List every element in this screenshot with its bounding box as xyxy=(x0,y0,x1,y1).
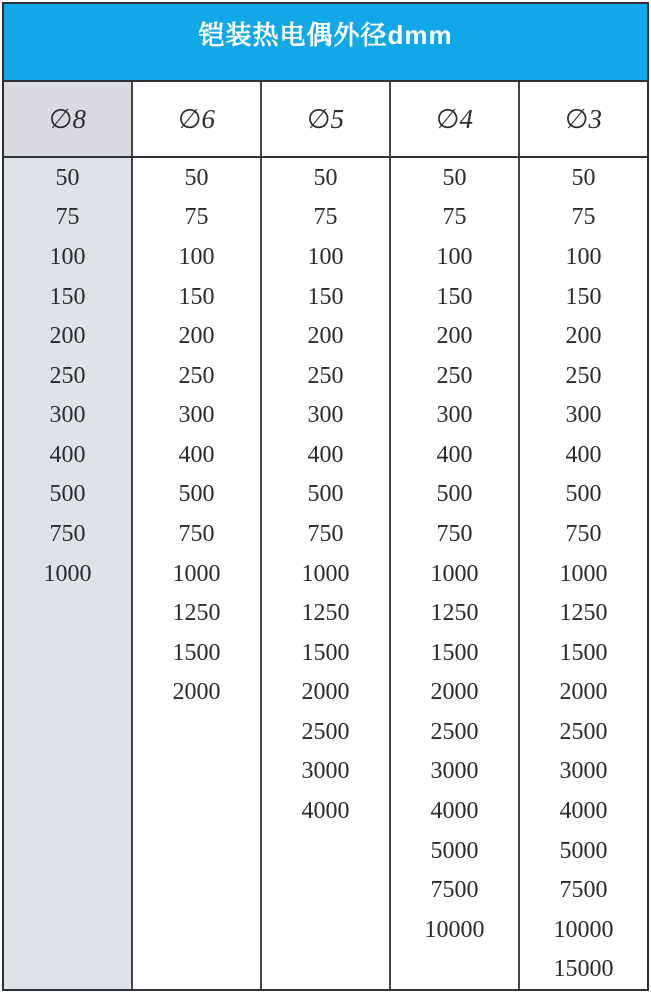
table-cell: 1000 xyxy=(301,560,350,587)
table-cell: 2500 xyxy=(559,718,608,745)
column-header-phi-3: ∅3 xyxy=(564,103,603,134)
table-cell xyxy=(4,831,131,871)
table-title-band xyxy=(4,4,647,82)
table-cell xyxy=(133,712,260,752)
table-cell: 250 xyxy=(565,362,602,389)
table-cell xyxy=(4,593,131,633)
table-cell: 150 xyxy=(178,283,215,310)
table-cell: 300 xyxy=(436,402,473,429)
table-cell: 1000 xyxy=(559,560,608,587)
column-header-phi-8: ∅8 xyxy=(4,82,133,156)
table-cell: 75 xyxy=(442,204,467,231)
table-cell: 75 xyxy=(313,204,338,231)
table-cell: 75 xyxy=(571,204,596,231)
table-cell: 4000 xyxy=(430,798,479,825)
table-cell: 200 xyxy=(565,323,602,350)
table-cell: 500 xyxy=(307,481,344,508)
table-cell: 500 xyxy=(178,481,215,508)
table-column-phi-5 xyxy=(262,158,391,989)
table-cell xyxy=(4,950,131,990)
table-cell: 2500 xyxy=(301,718,350,745)
table-cell: 1500 xyxy=(430,639,479,666)
table-cell: 400 xyxy=(178,441,215,468)
table-cell: 1000 xyxy=(172,560,221,587)
table-cell: 200 xyxy=(178,323,215,350)
table-cell: 300 xyxy=(307,402,344,429)
column-header-phi-4: ∅4 xyxy=(391,82,520,156)
table-cell: 150 xyxy=(565,283,602,310)
table-cell: 2000 xyxy=(430,679,479,706)
table-cell: 10000 xyxy=(424,916,485,943)
table-cell: 200 xyxy=(436,323,473,350)
table-cell: 400 xyxy=(307,441,344,468)
table-cell: 50 xyxy=(442,164,467,191)
table-cell xyxy=(4,791,131,831)
table-cell xyxy=(133,870,260,910)
table-cell: 1250 xyxy=(430,600,479,627)
table-cell: 3000 xyxy=(559,758,608,785)
table-cell xyxy=(133,791,260,831)
table-cell: 150 xyxy=(49,283,86,310)
column-header-phi-6: ∅6 xyxy=(133,82,262,156)
table-cell xyxy=(262,870,389,910)
table-cell: 1250 xyxy=(559,600,608,627)
table-column-phi-6 xyxy=(133,158,262,989)
table-cell: 750 xyxy=(178,520,215,547)
table-cell: 4000 xyxy=(559,798,608,825)
table-cell: 1500 xyxy=(172,639,221,666)
table-cell xyxy=(262,831,389,871)
table-cell xyxy=(4,870,131,910)
table-cell: 1250 xyxy=(301,600,350,627)
table-header-row xyxy=(4,82,647,158)
table-cell: 5000 xyxy=(430,837,479,864)
table-cell: 250 xyxy=(307,362,344,389)
table-cell xyxy=(133,910,260,950)
table-cell: 100 xyxy=(307,243,344,270)
table-cell: 3000 xyxy=(430,758,479,785)
table-cell xyxy=(133,950,260,990)
table-cell: 75 xyxy=(184,204,209,231)
table-cell: 100 xyxy=(178,243,215,270)
table-cell xyxy=(4,673,131,713)
table-cell xyxy=(262,910,389,950)
table-cell: 750 xyxy=(436,520,473,547)
table-cell: 750 xyxy=(307,520,344,547)
table-cell: 50 xyxy=(55,164,80,191)
table-cell: 2500 xyxy=(430,718,479,745)
table-cell: 1000 xyxy=(430,560,479,587)
table-cell: 50 xyxy=(313,164,338,191)
table-cell: 2000 xyxy=(172,679,221,706)
table-cell: 500 xyxy=(565,481,602,508)
table-cell xyxy=(4,910,131,950)
table-cell: 400 xyxy=(436,441,473,468)
table-cell: 750 xyxy=(49,520,86,547)
table-cell: 50 xyxy=(184,164,209,191)
table-cell: 150 xyxy=(436,283,473,310)
table-cell: 1250 xyxy=(172,600,221,627)
table-body xyxy=(4,158,647,989)
table-cell: 200 xyxy=(307,323,344,350)
table-cell: 15000 xyxy=(553,956,614,983)
table-cell: 1500 xyxy=(559,639,608,666)
table-cell: 100 xyxy=(565,243,602,270)
table-cell xyxy=(4,633,131,673)
table-cell: 2000 xyxy=(301,679,350,706)
table-cell: 150 xyxy=(307,283,344,310)
table-cell xyxy=(4,752,131,792)
table-cell xyxy=(391,950,518,990)
table-cell: 400 xyxy=(49,441,86,468)
table-cell: 750 xyxy=(565,520,602,547)
table-cell: 250 xyxy=(49,362,86,389)
table-cell: 250 xyxy=(436,362,473,389)
table-cell: 100 xyxy=(49,243,86,270)
table-title: 铠装热电偶外径dmm xyxy=(198,20,453,50)
table-cell: 7500 xyxy=(559,877,608,904)
table-cell: 75 xyxy=(55,204,80,231)
table-cell: 5000 xyxy=(559,837,608,864)
column-header-phi-5: ∅5 xyxy=(262,82,391,156)
table-cell xyxy=(4,712,131,752)
table-cell: 1500 xyxy=(301,639,350,666)
table-cell: 1000 xyxy=(43,560,92,587)
table-cell: 2000 xyxy=(559,679,608,706)
table-column-phi-4 xyxy=(391,158,520,989)
table-cell: 7500 xyxy=(430,877,479,904)
table-cell: 200 xyxy=(49,323,86,350)
table-cell xyxy=(262,950,389,990)
table-column-phi-8 xyxy=(4,158,133,989)
table-cell: 500 xyxy=(49,481,86,508)
thermocouple-diameter-table xyxy=(2,2,649,991)
table-column-phi-3 xyxy=(520,158,647,989)
table-cell: 400 xyxy=(565,441,602,468)
table-cell: 100 xyxy=(436,243,473,270)
table-cell: 50 xyxy=(571,164,596,191)
table-cell: 3000 xyxy=(301,758,350,785)
table-cell: 250 xyxy=(178,362,215,389)
table-cell: 300 xyxy=(565,402,602,429)
table-cell xyxy=(133,831,260,871)
table-cell: 300 xyxy=(178,402,215,429)
table-cell: 10000 xyxy=(553,916,614,943)
table-cell: 500 xyxy=(436,481,473,508)
table-cell xyxy=(133,752,260,792)
table-cell: 300 xyxy=(49,402,86,429)
table-cell: 4000 xyxy=(301,798,350,825)
